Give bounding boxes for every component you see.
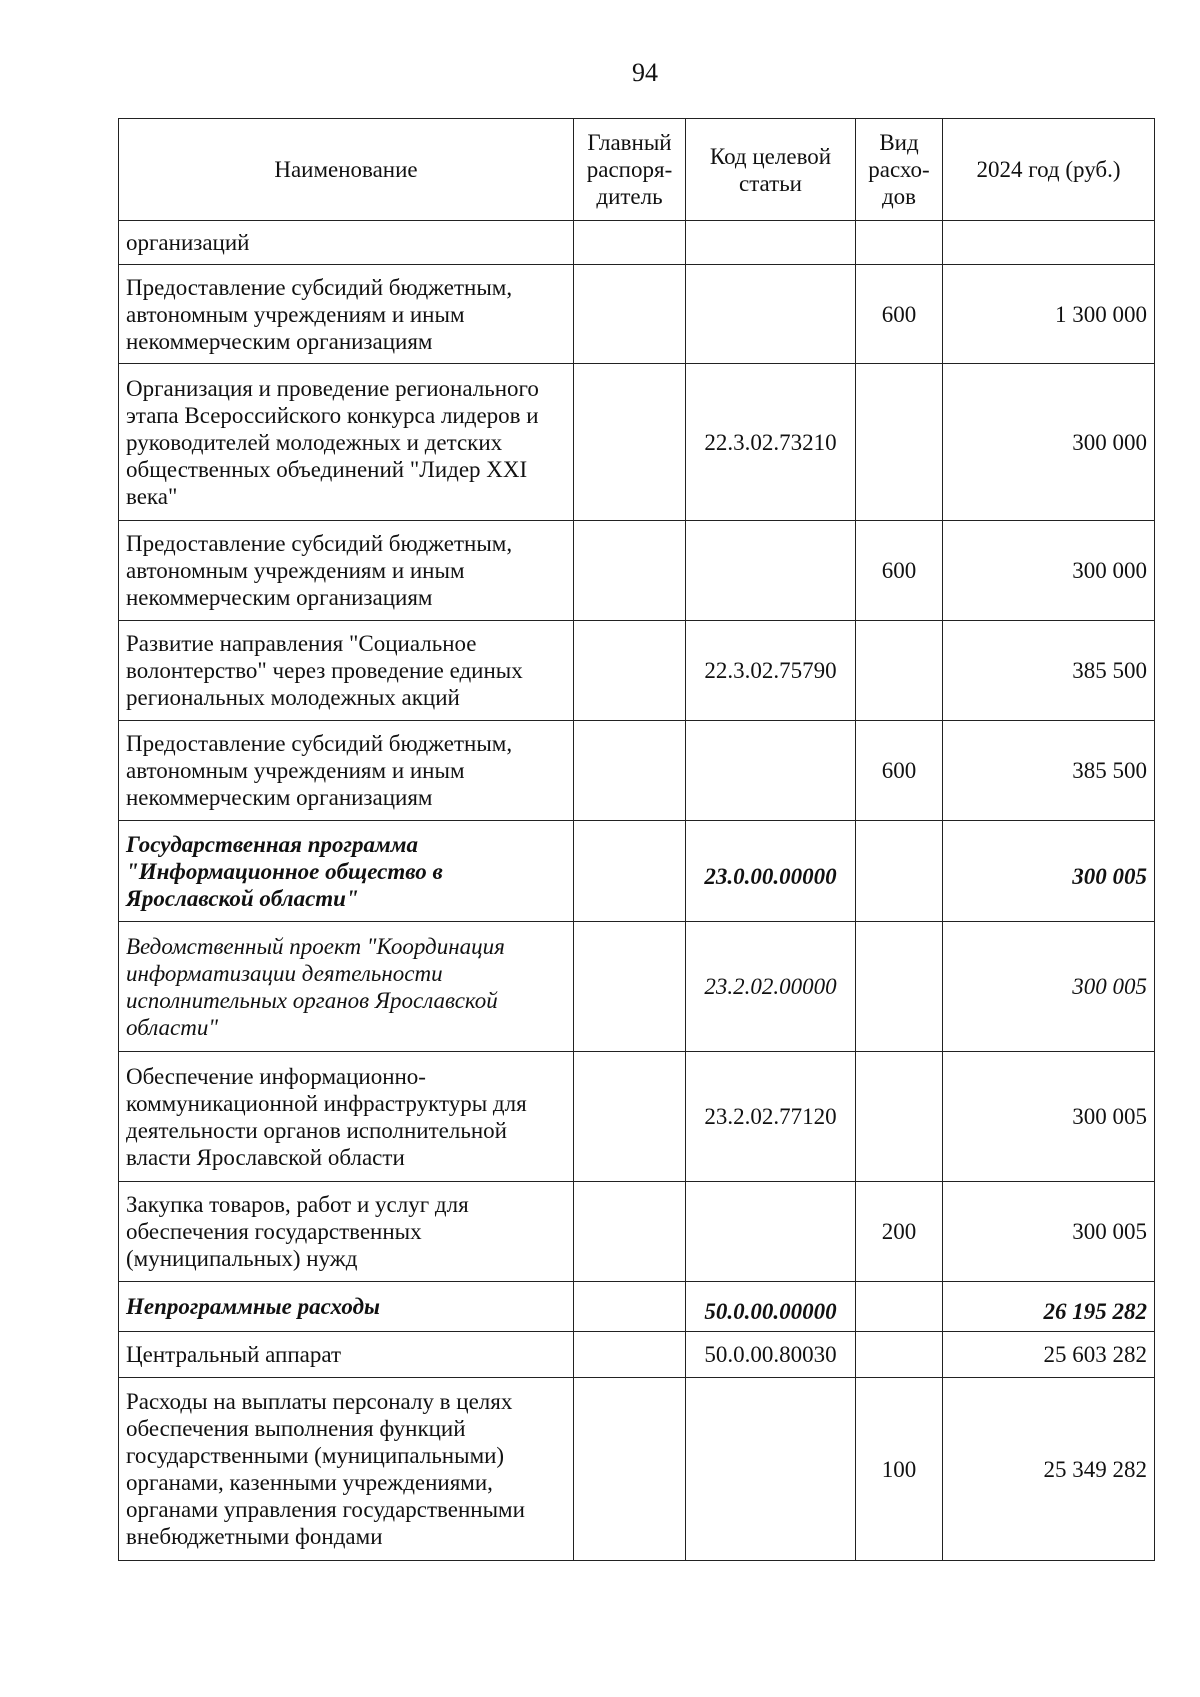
row-amount: 385 500	[943, 621, 1155, 721]
table-header-row	[119, 119, 1155, 221]
row-code	[686, 1378, 856, 1561]
header-amount: 2024 год (руб.)	[943, 119, 1155, 221]
table-row	[119, 521, 1155, 621]
row-kind: 100	[856, 1378, 943, 1561]
table-row	[119, 1052, 1155, 1182]
header-name: Наименование	[119, 119, 574, 221]
row-kind	[856, 1282, 943, 1332]
row-name: Центральный аппарат	[119, 1332, 574, 1378]
row-kind	[856, 221, 943, 265]
row-amount: 1 300 000	[943, 265, 1155, 364]
row-name: Организация и проведение регионального этапа Всероссийского конкурса лидеров и руководителей молодежных и детских общественных объединений "Лидер XXI века"	[119, 364, 574, 521]
row-code: 50.0.00.80030	[686, 1332, 856, 1378]
row-admin	[574, 1052, 686, 1182]
row-name: Предоставление субсидий бюджетным, автономным учреждениям и иным некоммерческим организациям	[119, 265, 574, 364]
row-code	[686, 521, 856, 621]
table-row	[119, 364, 1155, 521]
table-row	[119, 265, 1155, 364]
row-code	[686, 265, 856, 364]
table-row	[119, 221, 1155, 265]
row-admin	[574, 521, 686, 621]
row-amount: 300 005	[943, 922, 1155, 1052]
row-amount: 385 500	[943, 721, 1155, 821]
table-row	[119, 721, 1155, 821]
row-kind: 600	[856, 265, 943, 364]
row-admin	[574, 1332, 686, 1378]
row-code: 50.0.00.00000	[686, 1282, 856, 1332]
row-kind	[856, 621, 943, 721]
row-kind	[856, 821, 943, 922]
row-admin	[574, 265, 686, 364]
header-code: Код целевой статьи	[686, 119, 856, 221]
row-admin	[574, 621, 686, 721]
row-code: 23.0.00.00000	[686, 821, 856, 922]
table-row	[119, 1282, 1155, 1332]
row-kind: 600	[856, 521, 943, 621]
row-name: Развитие направления "Социальное волонтерство" через проведение единых региональных молодежных акций	[119, 621, 574, 721]
row-amount: 26 195 282	[943, 1282, 1155, 1332]
row-amount	[943, 221, 1155, 265]
row-kind: 200	[856, 1182, 943, 1282]
row-kind: 600	[856, 721, 943, 821]
row-code: 23.2.02.77120	[686, 1052, 856, 1182]
row-code: 23.2.02.00000	[686, 922, 856, 1052]
row-kind	[856, 1052, 943, 1182]
row-admin	[574, 221, 686, 265]
table-row	[119, 1182, 1155, 1282]
row-name: Предоставление субсидий бюджетным, автономным учреждениям и иным некоммерческим организациям	[119, 521, 574, 621]
row-admin	[574, 364, 686, 521]
row-amount: 25 349 282	[943, 1378, 1155, 1561]
row-amount: 300 005	[943, 1182, 1155, 1282]
row-name: Расходы на выплаты персоналу в целях обеспечения выполнения функций государственными (муниципальными) органами, казенными учреждениями, органами управления государственными внебюджетными фондами	[119, 1378, 574, 1561]
row-kind	[856, 922, 943, 1052]
row-amount: 300 005	[943, 1052, 1155, 1182]
row-name: Предоставление субсидий бюджетным, автономным учреждениям и иным некоммерческим организациям	[119, 721, 574, 821]
row-admin	[574, 721, 686, 821]
row-code	[686, 221, 856, 265]
row-amount: 25 603 282	[943, 1332, 1155, 1378]
page-number: 94	[632, 58, 658, 87]
row-name: Государственная программа "Информационное общество в Ярославской области"	[119, 821, 574, 922]
row-admin	[574, 922, 686, 1052]
row-kind	[856, 1332, 943, 1378]
row-name: Закупка товаров, работ и услуг для обеспечения государственных (муниципальных) нужд	[119, 1182, 574, 1282]
table-row	[119, 922, 1155, 1052]
header-kind: Вид расхо-дов	[856, 119, 943, 221]
row-code	[686, 721, 856, 821]
row-kind	[856, 364, 943, 521]
row-name: организаций	[119, 221, 574, 265]
row-amount: 300 005	[943, 821, 1155, 922]
table-row	[119, 1378, 1155, 1561]
budget-table	[118, 118, 1155, 1561]
table-row	[119, 621, 1155, 721]
row-code: 22.3.02.73210	[686, 364, 856, 521]
row-code	[686, 1182, 856, 1282]
table-row	[119, 821, 1155, 922]
table-row	[119, 1332, 1155, 1378]
row-code: 22.3.02.75790	[686, 621, 856, 721]
row-admin	[574, 1182, 686, 1282]
row-admin	[574, 821, 686, 922]
row-admin	[574, 1378, 686, 1561]
row-name: Обеспечение информационно-коммуникационной инфраструктуры для деятельности органов исполнительной власти Ярославской области	[119, 1052, 574, 1182]
row-amount: 300 000	[943, 521, 1155, 621]
row-name: Непрограммные расходы	[119, 1282, 574, 1332]
row-admin	[574, 1282, 686, 1332]
row-name: Ведомственный проект "Координация информатизации деятельности исполнительных органов Ярославской области"	[119, 922, 574, 1052]
header-admin: Главный распоря-дитель	[574, 119, 686, 221]
row-amount: 300 000	[943, 364, 1155, 521]
